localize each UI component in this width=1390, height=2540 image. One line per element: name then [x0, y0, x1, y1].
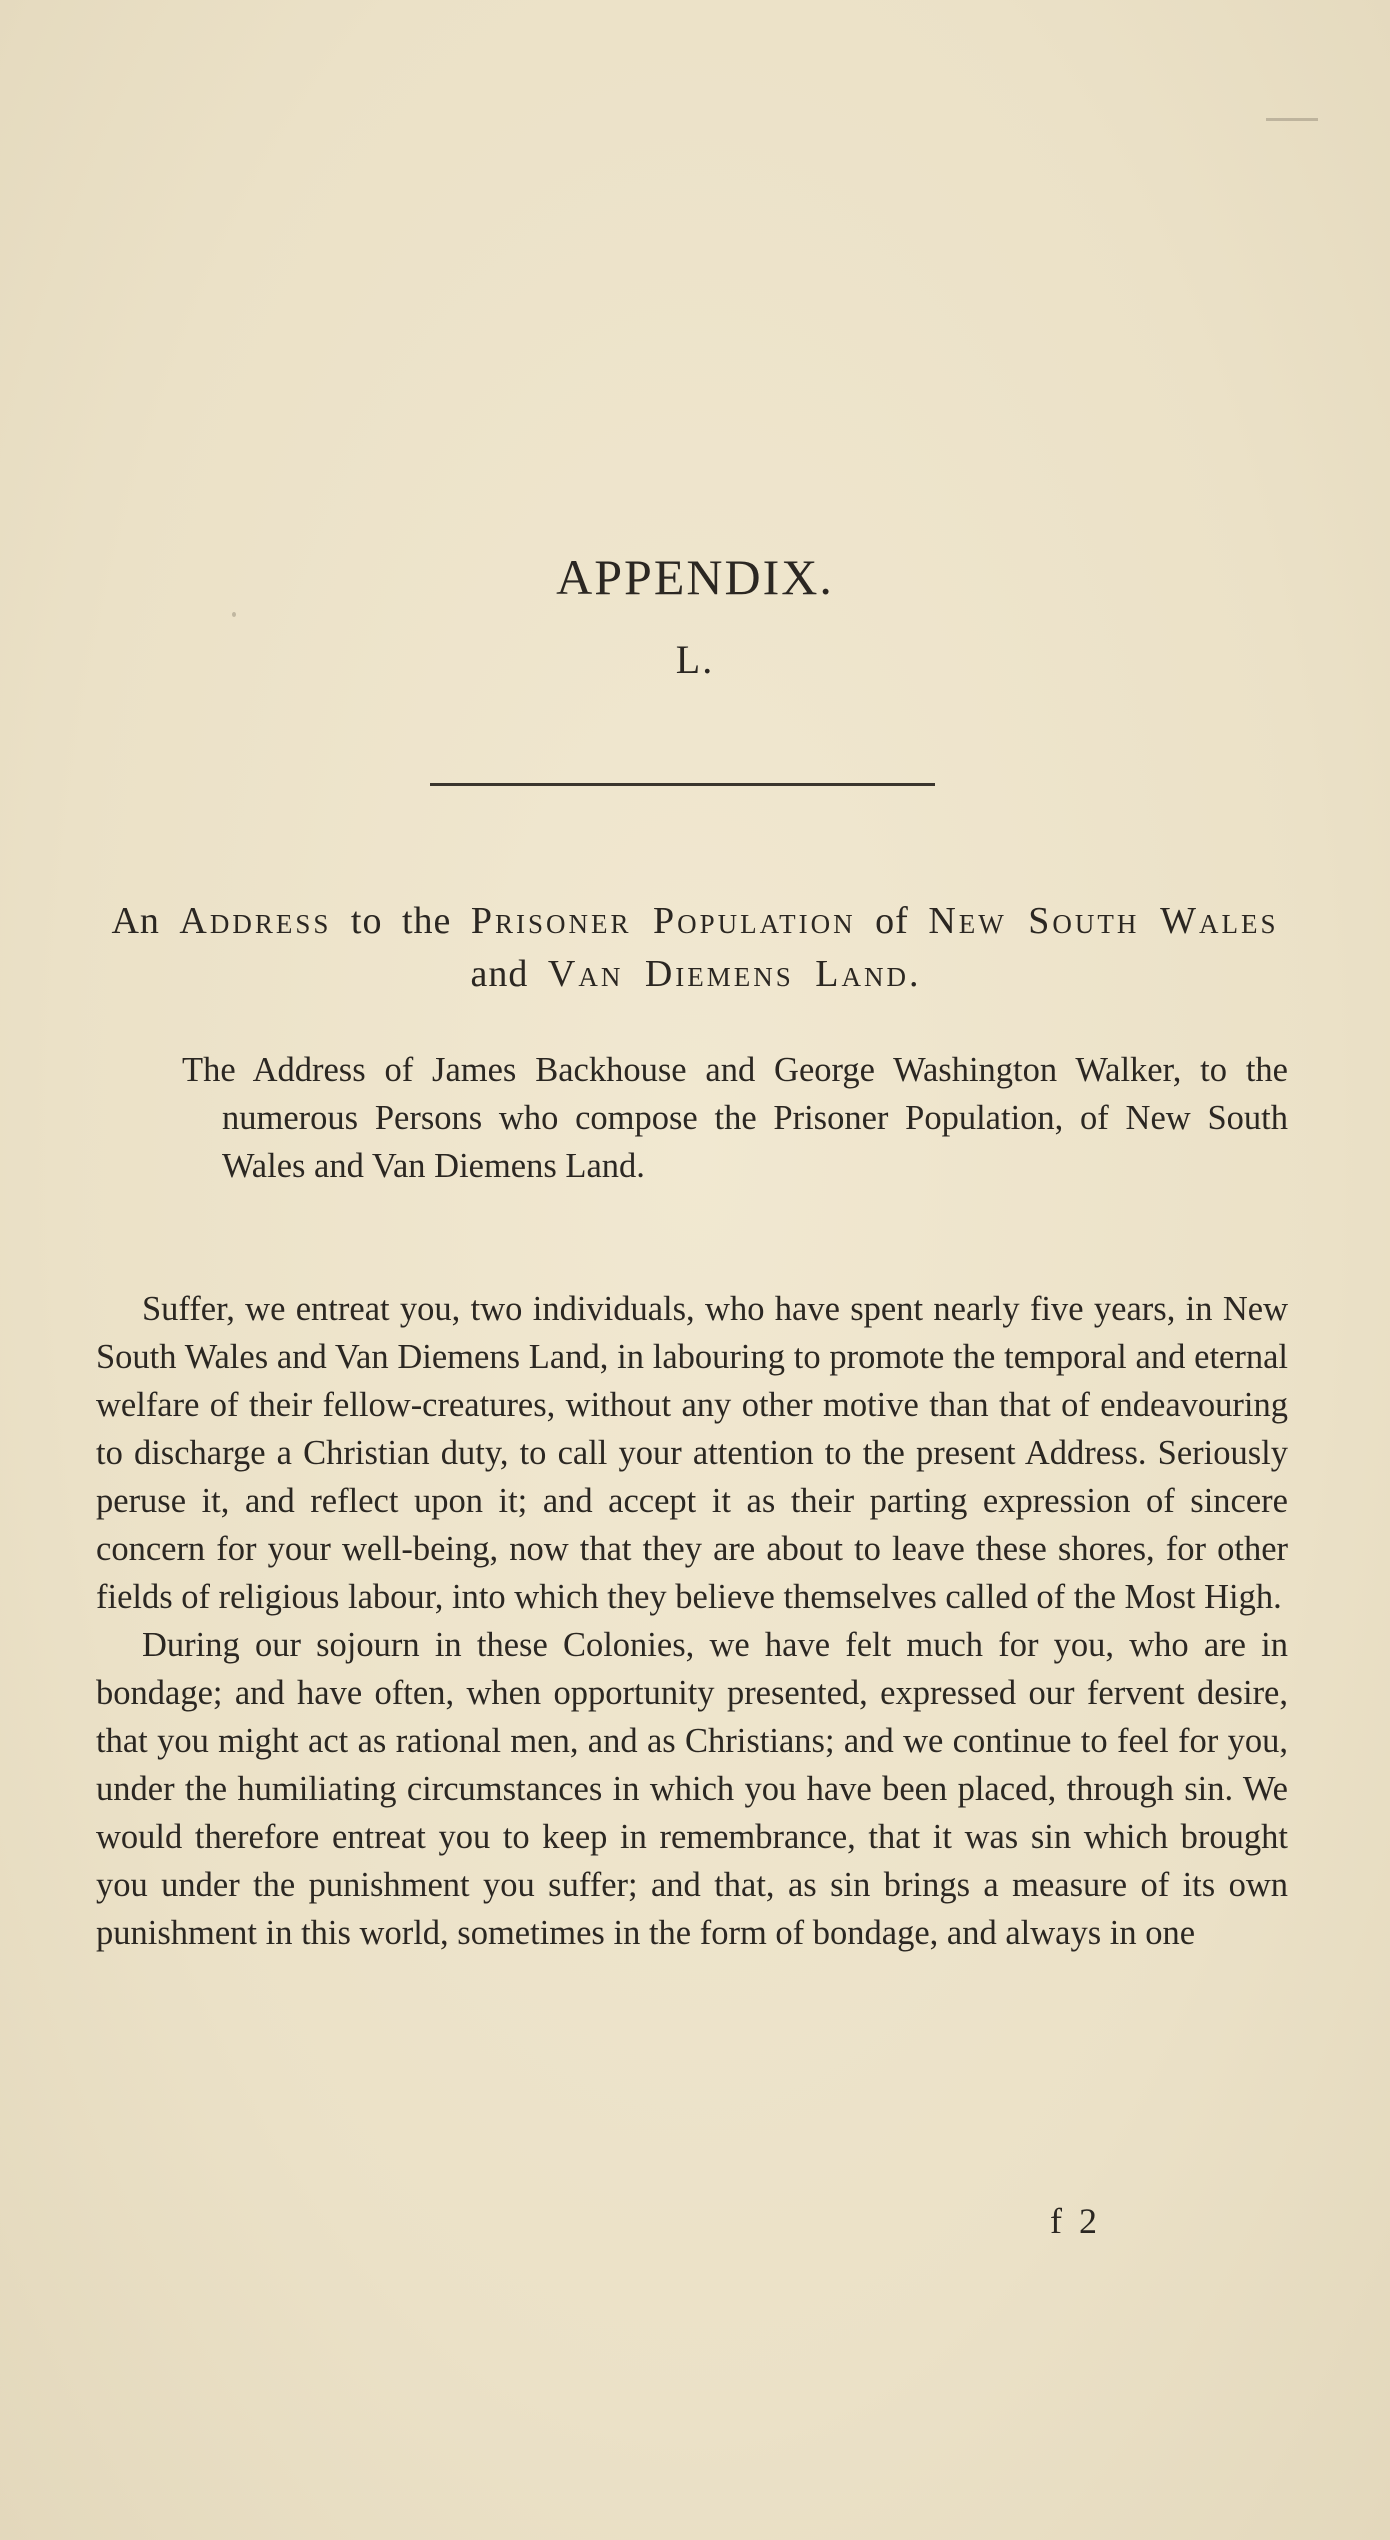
- address-title-part: .: [908, 953, 920, 995]
- appendix-number: L.: [675, 637, 715, 682]
- address-title-part: to the: [331, 900, 471, 942]
- address-title-smallcaps: Prisoner Population: [470, 900, 856, 942]
- body-paragraph: During our sojourn in these Colonies, we have felt much for you, who are in bondage; and have often, when opportunity presented, expressed our fervent desire, that you might act as rational men, and as Christians; and we continue to feel for you, under the humiliating circumstances in which you have been placed, through sin. We would therefore entreat you to keep in remembrance, that it was sin which brought you under the punishment you suffer; and that, as sin brings a measure of its own punishment in this world, sometimes in the form of bondage, and always in one: [96, 1626, 1288, 1952]
- address-title-part: and: [470, 953, 548, 995]
- page-speck: [232, 612, 236, 617]
- appendix-title: APPENDIX.: [556, 549, 834, 605]
- body-paragraph: Suffer, we entreat you, two individuals, who have spent nearly five years, in New South Wales and Van Diemens Land, in labouring to promote the temporal and eternal welfare of their fellow-creatures, without any other motive than that of endeavouring to discharge a Christian duty, to call your attention to the present Address. Seriously peruse it, and reflect upon it; and accept it as their parting expression of sincere concern for your well-being, now that they are about to leave these shores, for other fields of religious labour, into which they believe themselves called of the Most High.: [96, 1290, 1288, 1616]
- intro-paragraph: The Address of James Backhouse and George Washington Walker, to the numerous Persons who compose the Prisoner Population, of New South Wales and Van Diemens Land.: [182, 1051, 1288, 1185]
- address-title-part: An: [111, 900, 180, 942]
- address-title-smallcaps: Address: [179, 900, 332, 942]
- address-title-part: of: [855, 900, 929, 942]
- signature-mark: f 2: [1050, 2201, 1101, 2241]
- address-title-smallcaps: Van Diemens Land: [547, 953, 909, 995]
- address-title-smallcaps: New South Wales: [928, 900, 1279, 942]
- body-text: [96, 1285, 1288, 1957]
- page-smudge: [1266, 118, 1318, 121]
- section-rule: [430, 783, 935, 786]
- address-title: [90, 895, 1300, 1001]
